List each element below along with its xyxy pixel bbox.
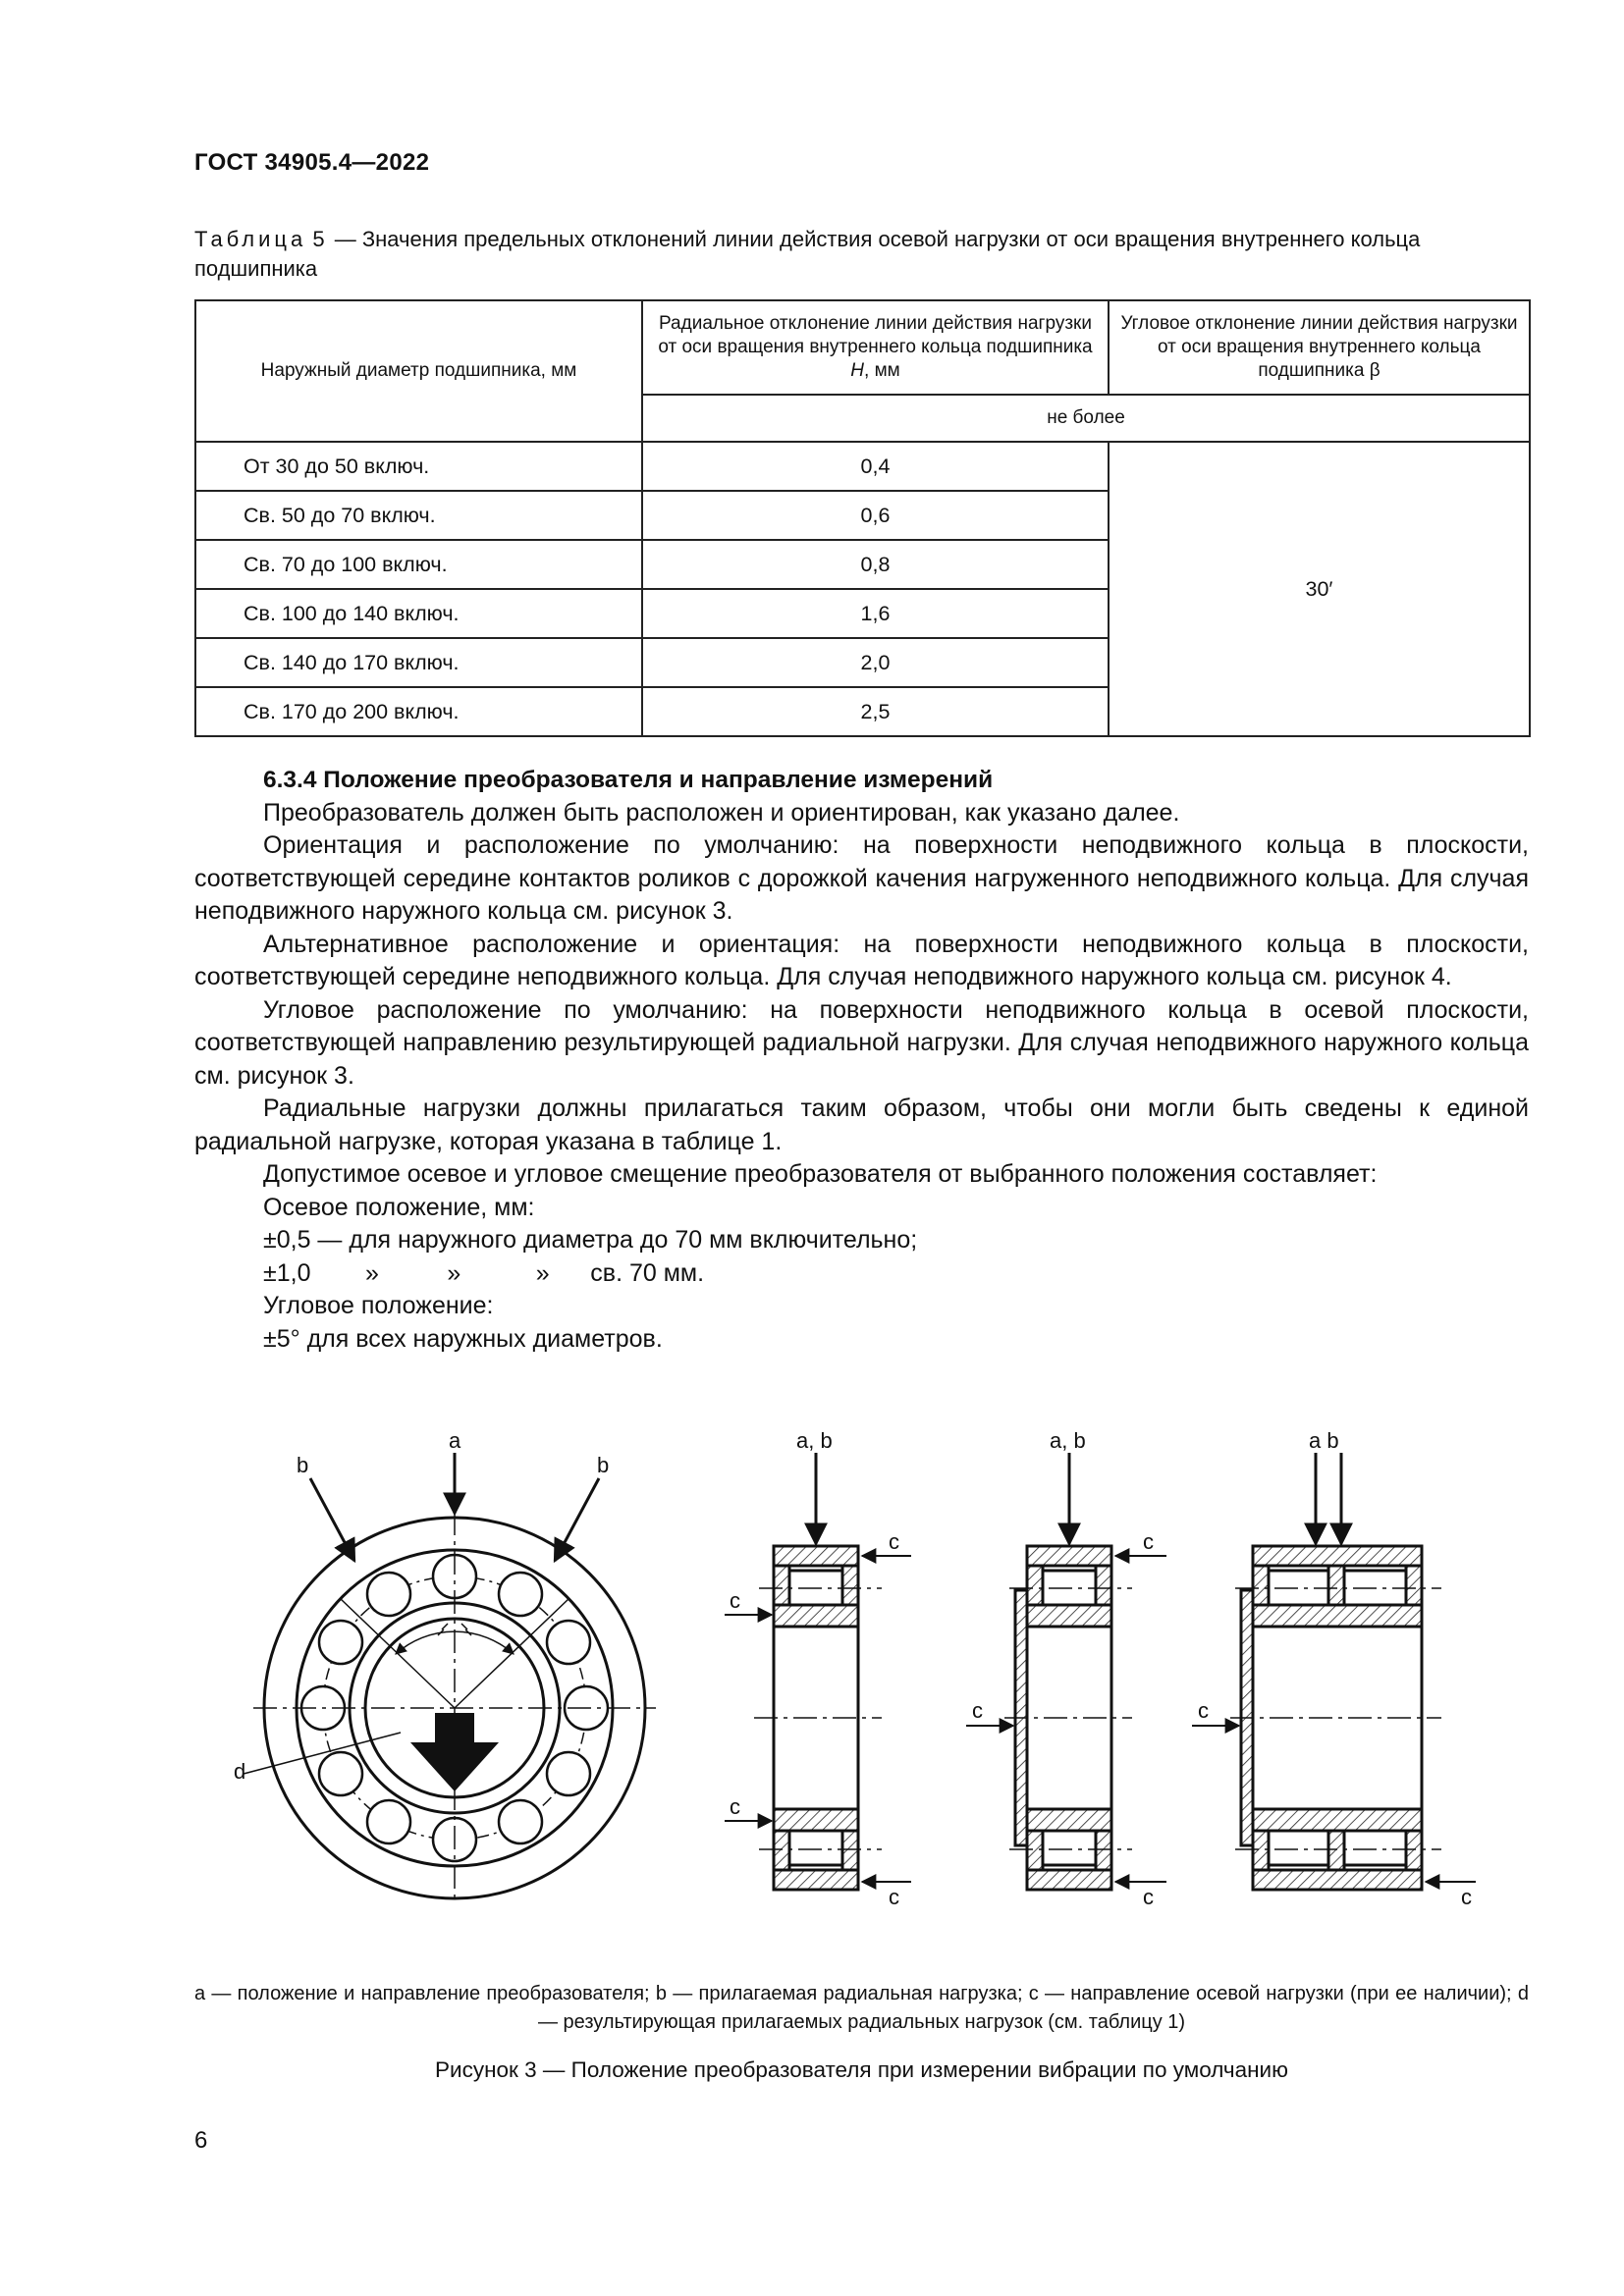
table-cell-radial: 0,4 — [642, 442, 1109, 491]
section-body — [194, 764, 1529, 1356]
label-ab-2: a, b — [1050, 1428, 1086, 1453]
col-header-radial-text: Радиальное отклонение линии действия нагрузки от оси вращения внутреннего кольца подшипника — [658, 313, 1093, 357]
table-cell-radial: 0,6 — [642, 491, 1109, 540]
paragraph: Альтернативное расположение и ориентация: на поверхности неподвижного кольца в плоскости, соответствующей середине неподвижного кольца. Для случая неподвижного наружного кольца см. рисунок 4. — [194, 930, 1529, 990]
label-c: c — [972, 1698, 983, 1723]
table-cell-range: Св. 70 до 100 включ. — [195, 540, 642, 589]
table-caption-text: — Значения предельных отклонений линии действия осевой нагрузки от оси вращения внутреннего кольца подшипника — [194, 227, 1421, 281]
table-cell-radial: 2,5 — [642, 687, 1109, 736]
col-header-radial-var: H — [850, 360, 865, 381]
label-c: c — [1198, 1698, 1209, 1723]
label-c: c — [1143, 1529, 1154, 1554]
list-line: ±5° для всех наружных диаметров. — [263, 1324, 663, 1353]
table-cell-angular: 30′ — [1109, 442, 1530, 736]
label-c: c — [889, 1885, 899, 1909]
col-header-angular-deviation: Угловое отклонение линии действия нагрузки от оси вращения внутреннего кольца подшипника β — [1109, 300, 1530, 395]
col-header-radial-unit: , мм — [864, 360, 900, 381]
resultant-load-arrow — [410, 1713, 499, 1791]
table-cell-range: От 30 до 50 включ. — [195, 442, 642, 491]
table-5 — [194, 299, 1531, 737]
col-header-radial-deviation — [642, 300, 1109, 395]
label-c: c — [730, 1794, 740, 1819]
bearing-section-1 — [725, 1453, 911, 1890]
table-cell-radial: 2,0 — [642, 638, 1109, 687]
bearing-section-2 — [966, 1453, 1166, 1890]
table-caption-number: 5 — [312, 227, 329, 251]
label-a-b-3: a b — [1309, 1428, 1339, 1453]
list-line: ±0,5 — для наружного диаметра до 70 мм включительно; — [263, 1226, 918, 1254]
figure-legend: a — положение и направление преобразователя; b — прилагаемая радиальная нагрузка; c — направление осевой нагрузки (при ее наличии); d — результирующая прилагаемых радиальных нагрузок (см. таблицу 1) — [194, 1983, 1529, 2033]
document-header: ГОСТ 34905.4—2022 — [194, 149, 430, 176]
bearing-front-view — [253, 1512, 656, 1904]
table-cell-radial: 1,6 — [642, 589, 1109, 638]
table-cell-range: Св. 50 до 70 включ. — [195, 491, 642, 540]
label-c: c — [1143, 1885, 1154, 1909]
label-c: c — [889, 1529, 899, 1554]
label-c: c — [1461, 1885, 1472, 1909]
label-b-right: b — [597, 1453, 610, 1477]
col-header-outer-diameter: Наружный диаметр подшипника, мм — [195, 300, 642, 442]
table-cell-range: Св. 170 до 200 включ. — [195, 687, 642, 736]
table-cell-radial: 0,8 — [642, 540, 1109, 589]
label-d: d — [234, 1759, 246, 1784]
label-a: a — [449, 1428, 461, 1453]
figure-caption: Рисунок 3 — Положение преобразователя при измерении вибрации по умолчанию — [435, 2057, 1288, 2082]
label-b-left: b — [297, 1453, 309, 1477]
table-caption-word: Таблица — [194, 227, 307, 251]
figure-3-drawing — [194, 1414, 1530, 1944]
paragraph: Радиальные нагрузки должны прилагаться таким образом, чтобы они могли быть сведены к единой радиальной нагрузке, которая указана в таблице 1. — [194, 1095, 1529, 1155]
table-cell-range: Св. 140 до 170 включ. — [195, 638, 642, 687]
bearing-section-3 — [1192, 1453, 1476, 1890]
list-line: Угловое положение: — [263, 1292, 494, 1319]
paragraph: Допустимое осевое и угловое смещение преобразователя от выбранного положения составляет: — [263, 1160, 1378, 1188]
label-c: c — [730, 1588, 740, 1613]
paragraph: Преобразователь должен быть расположен и ориентирован, как указано далее. — [263, 798, 1180, 827]
section-heading: 6.3.4 Положение преобразователя и направление измерений — [263, 767, 994, 793]
label-ab-1: a, b — [796, 1428, 833, 1453]
paragraph: Ориентация и расположение по умолчанию: на поверхности неподвижного кольца в плоскости, соответствующей середине контактов роликов с дорожкой качения нагруженного неподвижного кольца. Для случая неподвижного наружного кольца см. рисунок 3. — [194, 831, 1529, 925]
list-line: Осевое положение, мм: — [263, 1193, 535, 1221]
list-line: ±1,0 » » » св. 70 мм. — [263, 1258, 705, 1287]
subheader-no-more-than: не более — [642, 395, 1530, 442]
paragraph: Угловое расположение по умолчанию: на поверхности неподвижного кольца в осевой плоскости, соответствующей направлению результирующей радиальной нагрузки. Для случая неподвижного наружного кольца см. рисунок 3. — [194, 995, 1529, 1090]
table-caption — [194, 225, 1530, 284]
table-cell-range: Св. 100 до 140 включ. — [195, 589, 642, 638]
page-number: 6 — [194, 2127, 208, 2154]
